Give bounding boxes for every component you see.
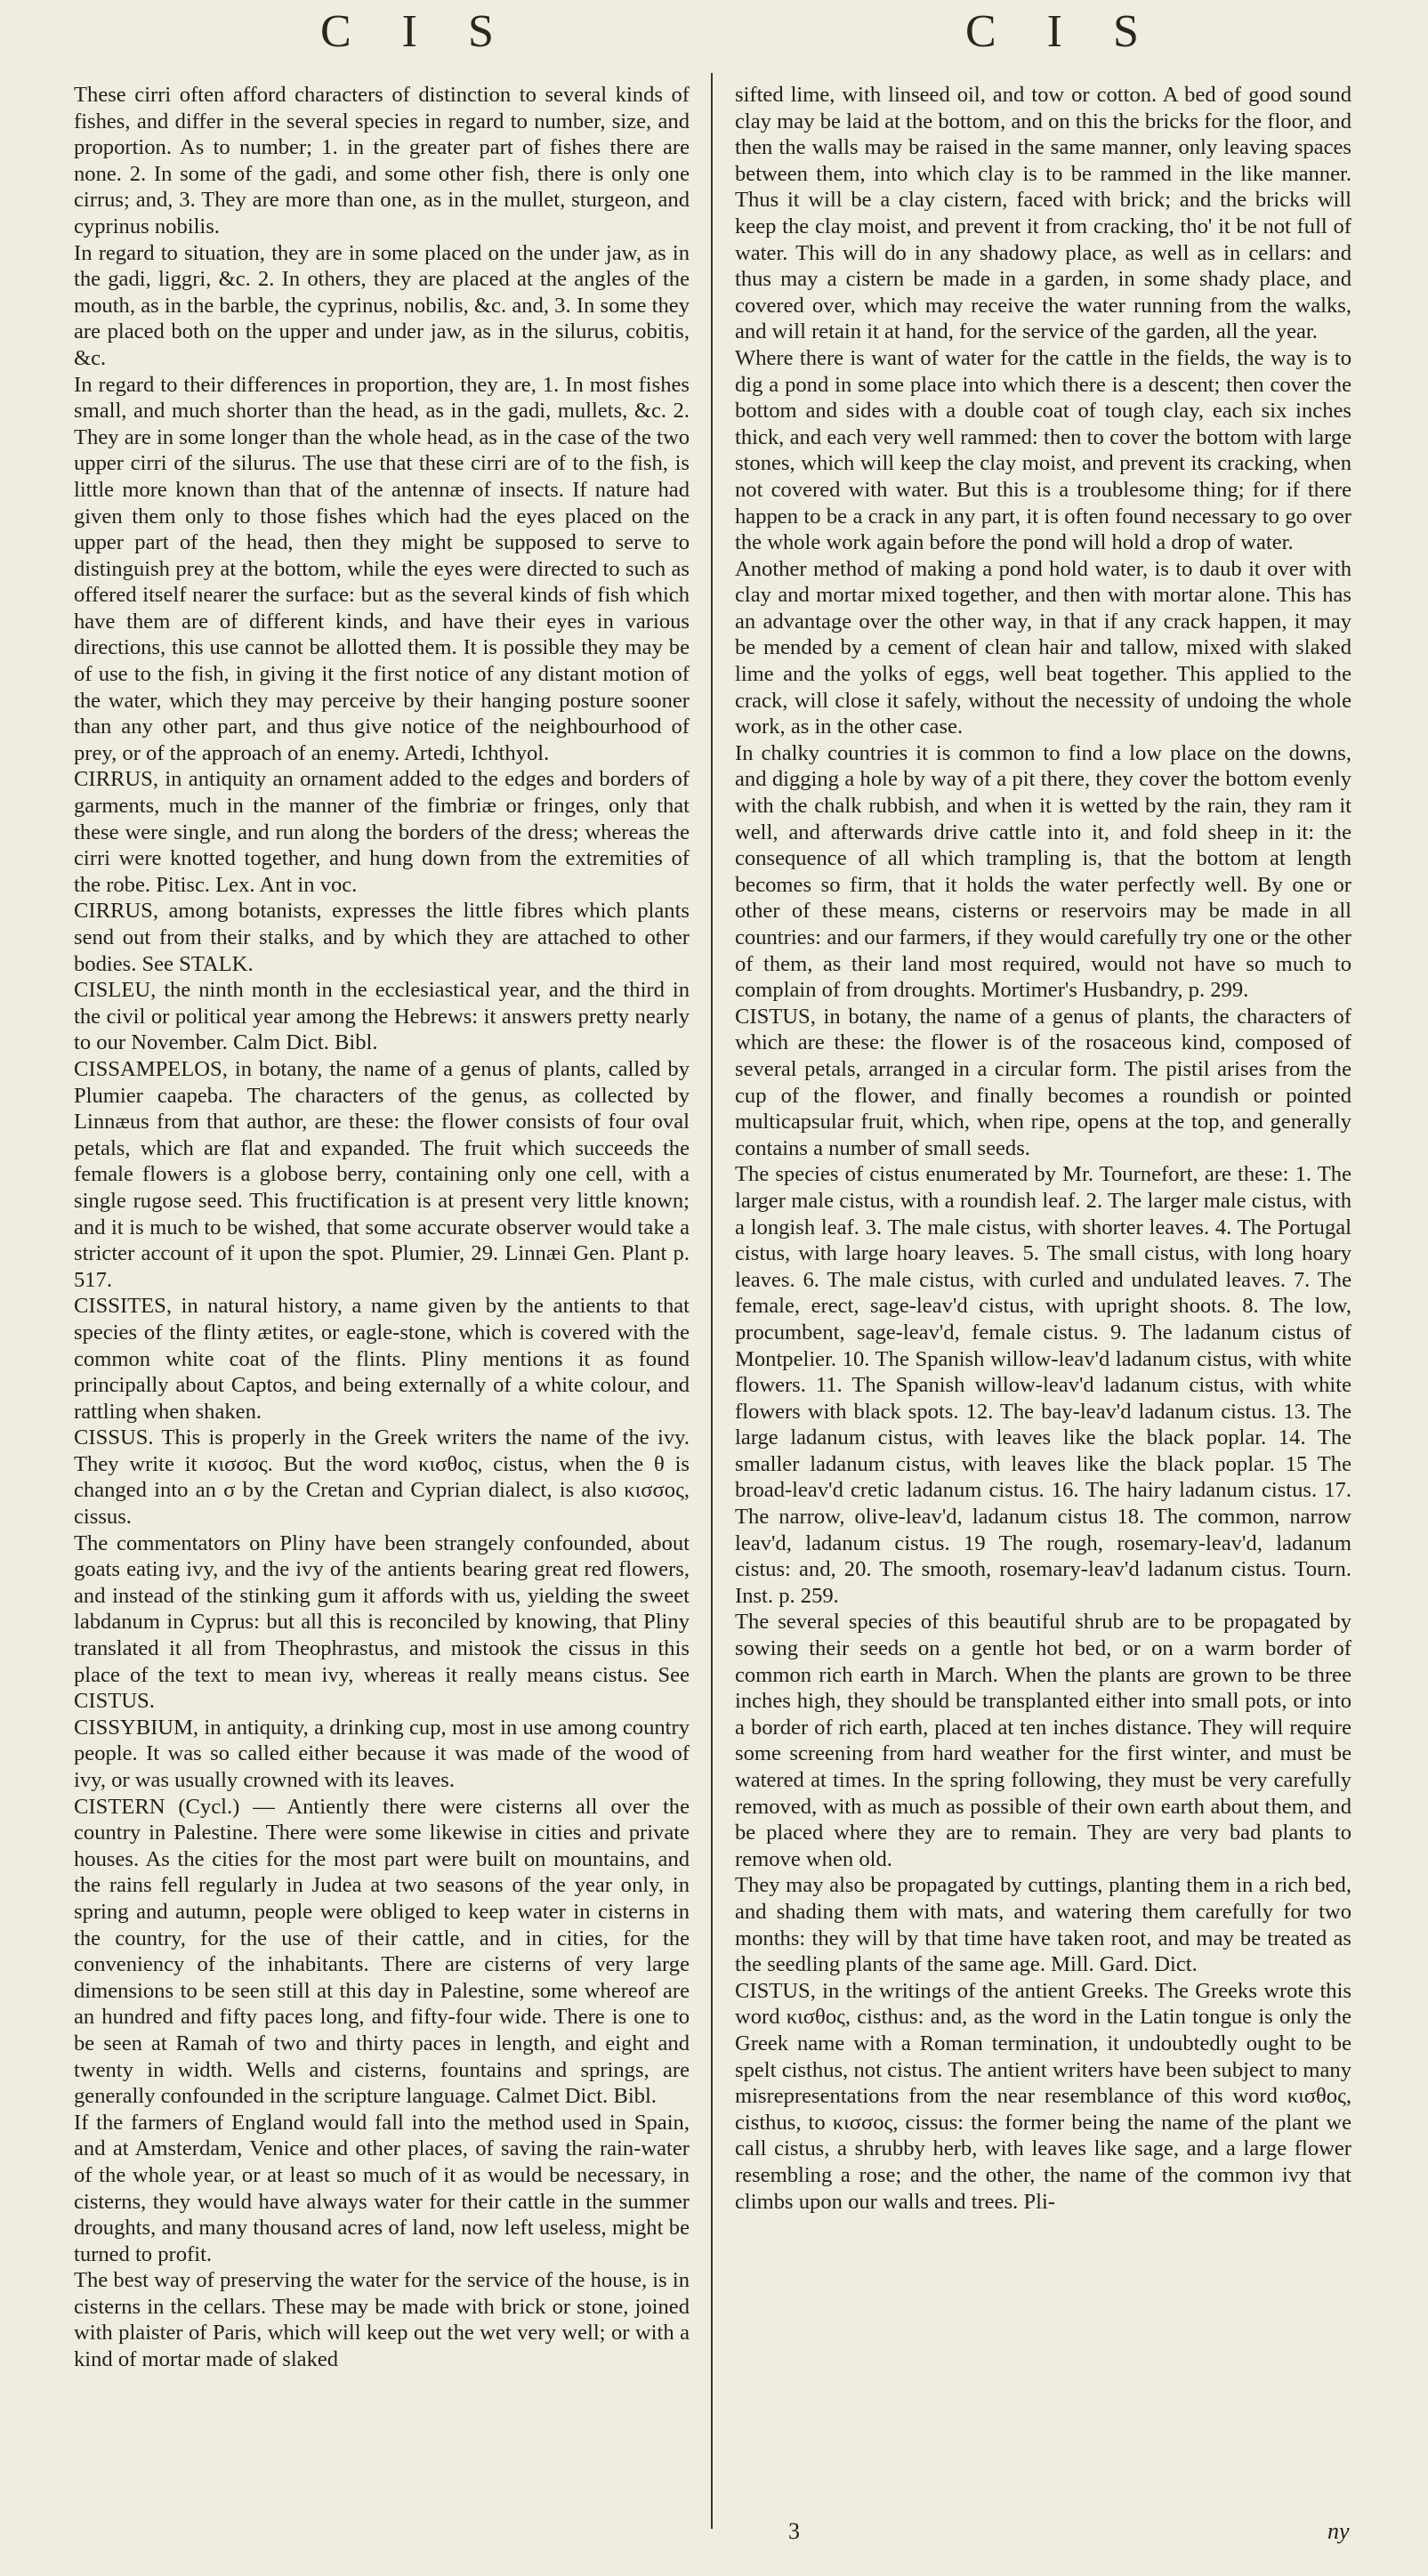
dictionary-entry: CISSITES, in natural history, a name given by the antients to that species of the flinty ætites, or eagle-stone, which is covered with the common white coat of the flints. Pliny mentions it as found principally about Captos, and being externally of a white colour, and rattling when shaken. xyxy=(74,1294,690,1424)
dictionary-entry: CISTUS, in the writings of the antient Greeks. The Greeks wrote this word κισθος, cisthus: and, as the word in the Latin tongue is only the Greek name with a Roman termination, it undoubtedly ought to be spelt cisthus, not cistus. The antient writers have been subject to many misrepresentations from the near resemblance of this word κισθος, cisthus, to κισσος, cissus: the former being the name of the plant we call cistus, a shrubby herb, with leaves like sage, and a large flower resembling a rose; and the other, the name of the common ivy that climbs upon our walls and trees. Pli- xyxy=(735,1978,1351,2214)
entry-paragraph: In regard to their differences in proportion, they are, 1. In most fishes small, and much shorter than the head, as in the gadi, mullets, &c. 2. They are in some longer than the whole head, as in the case of the two upper cirri of the silurus. The use that these cirri are of to the fish, is little more known than that of the antennæ of insects. If nature had given them only to those fishes which had the eyes placed on the upper part of the head, then they might be supposed to serve to distinguish prey at the bottom, while the eyes were directed to such as offered itself nearer the surface: but as the several kinds of fish which have them are of different kinds, and have their eyes in various directions, this use cannot be allotted them. It is possible they may be of use to the fish, in giving it the first notice of any distant motion of the water, which they may perceive by their hanging posture sooner than any other part, and thus give notice of the neighbourhood of prey, or of the approach of an enemy. Artedi, Ichthyol. xyxy=(74,372,690,765)
entry-paragraph: The species of cistus enumerated by Mr. Tournefort, are these: 1. The larger male cistus, with a roundish leaf. 2. The larger male cistus, with a longish leaf. 3. The male cistus, with shorter leaves. 4. The Portugal cistus, with large hoary leaves. 5. The small cistus, with long hoary leaves. 6. The male cistus, with curled and undulated leaves. 7. The female, erect, sage-leav'd cistus, with upright shoots. 8. The low, procumbent, sage-leav'd, female cistus. 9. The ladanum cistus of Montpelier. 10. The Spanish willow-leav'd ladanum cistus, with white flowers. 11. The Spanish willow-leav'd ladanum cistus, with white flowers with black spots. 12. The bay-leav'd ladanum cistus. 13. The large ladanum cistus, with leaves like the black poplar. 14. The smaller ladanum cistus, with leaves like the black poplar. 15 The broad-leav'd cretic ladanum cistus. 16. The hairy ladanum cistus. 17. The narrow, olive-leav'd, ladanum cistus 18. The common, narrow leav'd, ladanum cistus. 19 The rough, rosemary-leav'd, ladanum cistus: and, 20. The smooth, rosemary-leav'd ladanum cistus. Tourn. Inst. p. 259. xyxy=(735,1162,1351,1608)
dictionary-entry: CISSUS. This is properly in the Greek writers the name of the ivy. They write it κισσος. But the word κισθος, cistus, when the θ is changed into an σ by the Cretan and Cyprian dialect, is also κισσος, cissus. xyxy=(74,1425,690,1530)
entry-paragraph: They may also be propagated by cuttings, planting them in a rich bed, and shading them with mats, and watering them carefully for two months: they will by that time have taken root, and may be treated as the seedling plants of the same age. Mill. Gard. Dict. xyxy=(735,1873,1351,1977)
entry-paragraph: If the farmers of England would fall into the method used in Spain, and at Amsterdam, Venice and other places, of saving the rain-water of the whole year, or at least so much of it as would be necessary, in cisterns, they would have always water for their cattle in the summer droughts, and many thousand acres of land, now left useless, might be turned to profit. xyxy=(74,2110,690,2266)
dictionary-entry: CISSYBIUM, in antiquity, a drinking cup, most in use among country people. It was so called either because it was made of the wood of ivy, or was usually crowned with its leaves. xyxy=(74,1715,690,1792)
entry-paragraph: In chalky countries it is common to find a low place on the downs, and digging a hole by way of a pit there, they cover the bottom evenly with the chalk rubbish, and when it is wetted by the rain, they ram it well, and afterwards drive cattle into it, and fold sheep in it: the consequence of all which trampling is, that the bottom at length becomes so firm, that it holds the water perfectly well. By one or other of these means, cisterns or reservoirs may be made in all countries: and our farmers, if they would carefully try one or the other of them, as their land most required, would not have so much to complain of from droughts. Mortimer's Husbandry, p. 299. xyxy=(735,740,1351,1003)
catchword: ny xyxy=(1327,2518,1350,2544)
entry-paragraph: The best way of preserving the water for the service of the house, is in cisterns in the cellars. These may be made with brick or stone, joined with plaister of Paris, which will keep out the wet very well; or with a kind of mortar made of slaked xyxy=(74,2268,690,2372)
entry-paragraph: In regard to situation, they are in some placed on the under jaw, as in the gadi, liggri, &c. 2. In others, they are placed at the angles of the mouth, as in the barble, the cyprinus, nobilis, &c. and, 3. In some they are placed both on the upper and under jaw, as in the silurus, cobitis, &c. xyxy=(74,240,690,370)
right-column xyxy=(735,82,1351,2515)
dictionary-entry: CISTERN (Cycl.) — Antiently there were cisterns all over the country in Palestine. There were some likewise in cities and private houses. As the cities for the most part were built on mountains, and the rains fell regularly in Judea at two seasons of the year only, in spring and autumn, people were obliged to keep water in cisterns in the country, for the use of their cattle, and in cities, for the conveniency of the inhabitants. There are cisterns of very large dimensions to be seen still at this day in Palestine, some whereof are an hundred and fifty paces long, and fifty-four wide. There is one to be seen at Ramah of two and thirty paces in length, and eight and twenty in width. Wells and cisterns, fountains and springs, are generally confounded in the scripture language. Calmet Dict. Bibl. xyxy=(74,1794,690,2109)
column-rule xyxy=(711,73,713,2529)
entry-paragraph: Another method of making a pond hold water, is to daub it over with clay and mortar mixed together, and then with mortar alone. This has an advantage over the other way, in that if any crack happen, it may be mended by a cement of clean hair and tallow, mixed with slaked lime and the yolks of eggs, well beat together. This applied to the crack, will close it safely, without the necessity of undoing the whole work, as in the other case. xyxy=(735,556,1351,739)
dictionary-entry: CISLEU, the ninth month in the ecclesiastical year, and the third in the civil or political year among the Hebrews: it answers pretty nearly to our November. Calm Dict. Bibl. xyxy=(74,978,690,1055)
entry-paragraph: sifted lime, with linseed oil, and tow or cotton. A bed of good sound clay may be laid at the bottom, and on this the bricks for the floor, and then the walls may be raised in the same manner, only leaving spaces between them, into which clay is to be rammed in the like manner. Thus it will be a clay cistern, faced with brick; and the bricks will keep the clay moist, and prevent it from cracking, tho' it be not full of water. This will do in any shadowy place, as well as in cellars: and thus may a cistern be made in a garden, in some shady place, and covered over, which may receive the water running from the walks, and will retain it at hand, for the service of the garden, all the year. xyxy=(735,83,1351,344)
signature-mark: 3 xyxy=(788,2518,800,2544)
entry-paragraph: These cirri often afford characters of distinction to several kinds of fishes, and differ in the several species in regard to number, size, and proportion. As to number; 1. in the greater part of fishes there are none. 2. In some of the gadi, and some other fish, there is only one cirrus; and, 3. They are more than one, as in the mullet, sturgeon, and cyprinus nobilis. xyxy=(74,83,690,238)
dictionary-entry: CISTUS, in botany, the name of a genus of plants, the characters of which are these: the flower is of the rosaceous kind, composed of several petals, arranged in a circular form. The pistil arises from the cup of the flower, and finally becomes a roundish or pointed multicapsular fruit, which, when ripe, opens at the top, and generally contains a number of small seeds. xyxy=(735,1004,1351,1160)
entry-paragraph: Where there is want of water for the cattle in the fields, the way is to dig a pond in some place into which there is a descent; then cover the bottom and sides with a double coat of tough clay, each six inches thick, and each very well rammed: then to cover the bottom with large stones, which will keep the clay moist, and prevent its cracking, when not covered with water. But this is a troublesome thing; for if there happen to be a crack in any part, it is often found necessary to go over the whole work again before the pond will hold a drop of water. xyxy=(735,345,1351,555)
dictionary-entry: CIRRUS, in antiquity an ornament added to the edges and borders of garments, much in the manner of the fimbriæ or fringes, only that these were single, and run along the borders of the dress; whereas the cirri were knotted together, and hung down from the extremities of the robe. Pitisc. Lex. Ant in voc. xyxy=(74,767,690,897)
entry-paragraph: The several species of this beautiful shrub are to be propagated by sowing their seeds on a gentle hot bed, or on a warm border of common rich earth in March. When the plants are grown to be three inches high, they should be transplanted either into small pots, or into a border of rich earth, placed at ten inches distance. They will require some screening from hard weather for the first winter, and must be watered at times. In the spring following, they must be very carefully removed, with as much as possible of their own earth about them, and be placed where they are to remain. They are very bad plants to remove when old. xyxy=(735,1610,1351,1871)
dictionary-entry: CISSAMPELOS, in botany, the name of a genus of plants, called by Plumier caapeba. The characters of the genus, as collected by Linnæus from that author, are these: the flower consists of four oval petals, which are flat and expanded. The fruit which succeeds the female flowers is a globose berry, containing only one cell, with a single rugose seed. This fructification is at present very little known; and it is much to be wished, that some accurate observer would take a stricter account of it upon the spot. Plumier, 29. Linnæi Gen. Plant p. 517. xyxy=(74,1056,690,1292)
entry-paragraph: The commentators on Pliny have been strangely confounded, about goats eating ivy, and the ivy of the antients bearing great red flowers, and instead of the stinking gum it affords with us, yielding the sweet labdanum in Cyprus: but all this is reconciled by knowing, that Pliny translated it all from Theophrastus, and mistook the cissus in this place of the text to mean ivy, whereas it really means cistus. See CISTUS. xyxy=(74,1530,690,1714)
running-headword-left: C I S xyxy=(320,6,513,57)
running-headword-right: C I S xyxy=(965,6,1158,57)
left-column xyxy=(74,82,690,2515)
dictionary-entry: CIRRUS, among botanists, expresses the little fibres which plants send out from their stalks, and by which they are attached to other bodies. See STALK. xyxy=(74,899,690,976)
